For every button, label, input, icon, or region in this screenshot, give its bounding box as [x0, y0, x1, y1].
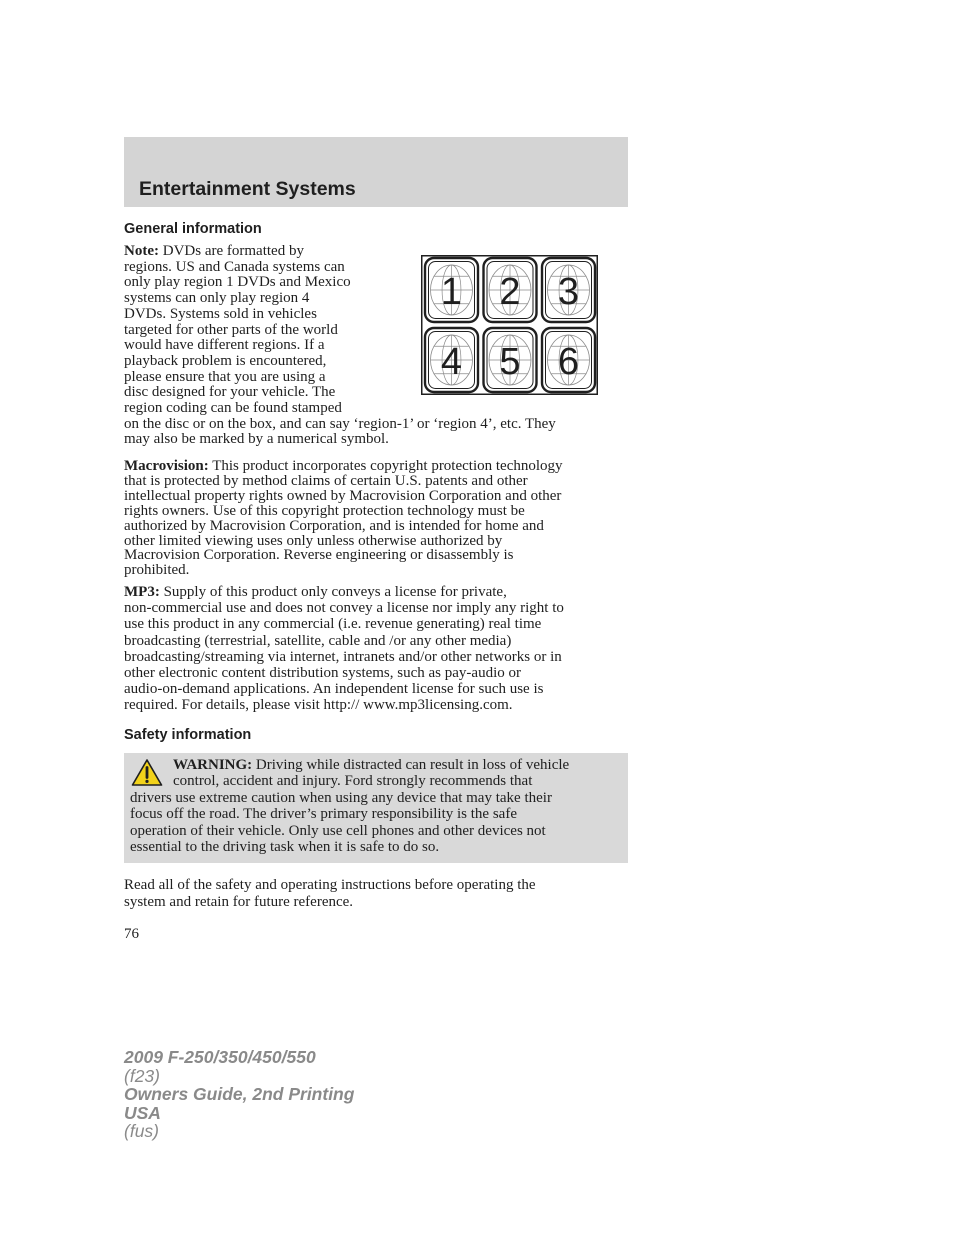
warning-label: WARNING: — [173, 757, 253, 773]
dvd-region-globe-icon — [421, 255, 598, 395]
footer-imprint — [124, 1048, 354, 1141]
mp3-line: audio-on-demand applications. An independent license for such use is — [124, 681, 544, 698]
note-line: targeted for other parts of the world — [124, 321, 338, 338]
warning-line: control, accident and injury. Ford strongly recommends that — [173, 773, 533, 790]
mp3-line: use this product in any commercial (i.e. revenue generating) real time — [124, 616, 542, 633]
warning-line: operation of their vehicle. Only use cell phones and other devices not — [130, 822, 546, 839]
region-tile — [542, 258, 595, 322]
mp3-line: other electronic content distribution systems, such as pay-audio or — [124, 665, 521, 682]
note-line: only play region 1 DVDs and Mexico — [124, 274, 351, 291]
safety-information-heading: Safety information — [124, 727, 252, 743]
footer-line-guide: Owners Guide, 2nd Printing — [124, 1084, 355, 1104]
macrovision-label: Macrovision: — [124, 458, 209, 474]
note-label: Note: — [124, 243, 159, 259]
note-line: please ensure that you are using a — [124, 368, 326, 385]
mp3-line: broadcasting (terrestrial, satellite, cable and /or any other media) — [124, 632, 512, 649]
note-line: may also be marked by a numerical symbol. — [124, 430, 389, 447]
note-line: Note: DVDs are formatted by — [124, 243, 304, 259]
macrovision-line: prohibited. — [124, 562, 190, 579]
footer-line-market: USA (fus) — [124, 1102, 161, 1141]
general-information-heading: General information — [124, 221, 262, 237]
region-tile — [542, 328, 595, 392]
page-number: 76 — [124, 926, 139, 942]
mp3-paragraph — [124, 584, 630, 714]
macrovision-line: other limited viewing uses only unless otherwise authorized by — [124, 532, 503, 549]
warning-line: focus off the road. The driver’s primary responsibility is the safe — [130, 806, 517, 823]
note-line: DVDs. Systems sold in vehicles — [124, 305, 317, 322]
section-title: Entertainment Systems — [139, 178, 356, 200]
note-line: disc designed for your vehicle. The — [124, 384, 336, 401]
region-number: 1 — [440, 271, 463, 313]
read-line: system and retain for future reference. — [124, 894, 354, 910]
warning-text — [130, 757, 622, 855]
macrovision-line: authorized by Macrovision Corporation, and is intended for home and — [124, 517, 544, 534]
macrovision-line: rights owners. Use of this copyright protection technology must be — [124, 502, 525, 519]
region-number: 3 — [557, 271, 580, 313]
read-line: Read all of the safety and operating instructions before operating the — [124, 877, 536, 893]
region-number: 4 — [440, 341, 463, 383]
note-line: regions. US and Canada systems can — [124, 258, 345, 275]
region-tile — [425, 258, 478, 322]
region-number: 5 — [499, 341, 521, 383]
region-tile — [484, 258, 537, 322]
warning-line: drivers use extreme caution when using any device that may take their — [130, 789, 552, 806]
mp3-line: non-commercial use and does not convey a license nor imply any right to — [124, 600, 564, 617]
note-line: region coding can be found stamped — [124, 400, 342, 417]
warning-line: WARNING: Driving while distracted can result in loss of vehicle — [173, 757, 570, 773]
region-tile — [484, 328, 537, 392]
mp3-line: required. For details, please visit http:// www.mp3licensing.com. — [124, 697, 513, 714]
region-tile — [425, 328, 478, 392]
region-number: 2 — [499, 271, 521, 313]
note-line: would have different regions. If a — [124, 337, 325, 354]
mp3-line: broadcasting/streaming via internet, intranets and/or other networks or in — [124, 648, 562, 665]
macrovision-line: Macrovision: This product incorporates copyright protection technology — [124, 458, 563, 474]
note-line: systems can only play region 4 — [124, 290, 310, 307]
mp3-label: MP3: — [124, 584, 160, 600]
read-instructions-paragraph — [124, 877, 630, 911]
macrovision-line: that is protected by method claims of certain U.S. patents and other — [124, 472, 528, 489]
warning-line: essential to the driving task when it is safe to do so. — [130, 839, 440, 856]
note-line: playback problem is encountered, — [124, 352, 327, 369]
note-line: on the disc or on the box, and can say ‘region-1’ or ‘region 4’, etc. They — [124, 415, 556, 432]
macrovision-line: Macrovision Corporation. Reverse engineering or disassembly is — [124, 547, 514, 564]
footer-line-model: 2009 F-250/350/450/550 (f23) — [124, 1047, 316, 1086]
mp3-line: MP3: Supply of this product only conveys a license for private, — [124, 584, 507, 600]
macrovision-paragraph — [124, 459, 630, 578]
region-number: 6 — [557, 341, 580, 383]
macrovision-line: intellectual property rights owned by Macrovision Corporation and other — [124, 487, 562, 504]
